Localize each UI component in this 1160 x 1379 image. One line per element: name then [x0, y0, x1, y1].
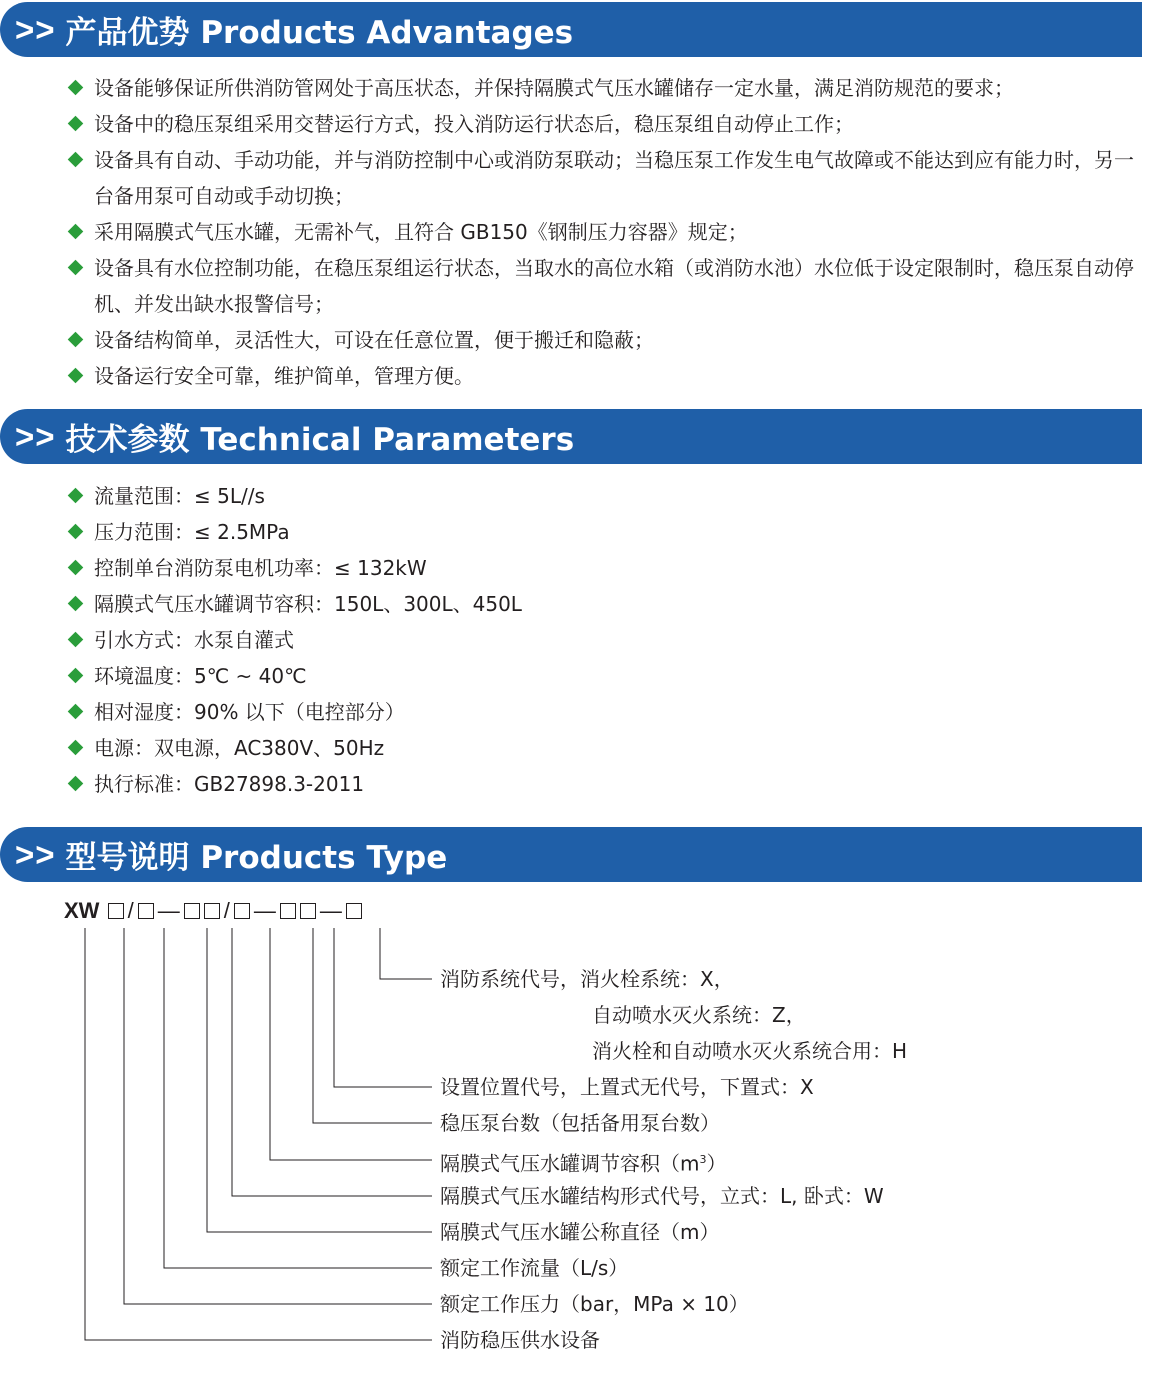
list-item: 设备结构简单，灵活性大，可设在任意位置，便于搬迁和隐蔽；: [64, 322, 1144, 358]
label-tank-structure: 隔膜式气压水罐结构形式代号，立式：L, 卧式：W: [440, 1184, 884, 1208]
list-item: 执行标准：GB27898.3-2011: [64, 766, 1144, 802]
list-item: 控制单台消防泵电机功率：≤ 132kW: [64, 550, 1144, 586]
chevron-double-icon: >>: [15, 835, 56, 873]
label-rated-flow: 额定工作流量（L/s）: [440, 1256, 629, 1280]
label-tank-volume: 隔膜式气压水罐调节容积$(m^3)$: [440, 1151, 727, 1176]
list-item: 设备运行安全可靠，维护简单，管理方便。: [64, 358, 1144, 394]
leader-line: [380, 928, 432, 979]
leader-line: [334, 928, 432, 1087]
label-equipment: 消防稳压供水设备: [440, 1328, 600, 1352]
label-tank-diameter: 隔膜式气压水罐公称直径（m）: [440, 1220, 720, 1244]
leader-line: [313, 928, 432, 1123]
list-item: 设备中的稳压泵组采用交替运行方式，投入消防运行状态后，稳压泵组自动停止工作；: [64, 106, 1144, 142]
label-system-code-h: 消火栓和自动喷水灭火系统合用：H: [592, 1039, 908, 1063]
leader-line: [232, 928, 432, 1196]
list-item: 设备具有水位控制功能，在稳压泵组运行状态，当取水的高位水箱（或消防水池）水位低于设定限制时，稳压泵自动停机、并发出缺水报警信号；: [64, 250, 1144, 322]
model-code: XW / — / — —: [64, 898, 364, 924]
list-item: 电源：双电源，AC380V、50Hz: [64, 730, 1144, 766]
list-item: 环境温度：5℃ ~ 40℃: [64, 658, 1144, 694]
label-pump-count: 稳压泵台数（包括备用泵台数）: [440, 1111, 720, 1135]
leader-line: [85, 928, 432, 1340]
section-title: 技术参数 Technical Parameters: [65, 422, 575, 458]
list-item: 隔膜式气压水罐调节容积：150L、300L、450L: [64, 586, 1144, 622]
chevron-double-icon: >>: [15, 417, 56, 455]
leader-line: [124, 928, 432, 1304]
label-position-code: 设置位置代号，上置式无代号，下置式：X: [440, 1075, 814, 1099]
model-code-prefix: XW: [64, 898, 100, 923]
leader-line: [270, 928, 432, 1160]
list-item: 设备能够保证所供消防管网处于高压状态，并保持隔膜式气压水罐储存一定水量，满足消防规范的要求；: [64, 70, 1144, 106]
leader-line: [207, 928, 432, 1232]
list-item: 采用隔膜式气压水罐，无需补气，且符合 GB150《钢制压力容器》规定；: [64, 214, 1144, 250]
list-item: 相对湿度：90% 以下（电控部分）: [64, 694, 1144, 730]
list-item: 流量范围：≤ 5L//s: [64, 478, 1144, 514]
list-item: 引水方式：水泵自灌式: [64, 622, 1144, 658]
label-rated-pressure: 额定工作压力（bar，MPa × 10）: [440, 1292, 749, 1316]
label-system-code-z: 自动喷水灭火系统：Z，: [592, 1003, 806, 1027]
list-item: 压力范围：≤ 2.5MPa: [64, 514, 1144, 550]
section-title: 型号说明 Products Type: [65, 840, 448, 876]
section-title: 产品优势 Products Advantages: [65, 15, 574, 51]
label-system-code: 消防系统代号，消火栓系统：X，: [440, 967, 734, 991]
chevron-double-icon: >>: [15, 10, 56, 48]
list-item: 设备具有自动、手动功能，并与消防控制中心或消防泵联动；当稳压泵工作发生电气故障或不能达到应有能力时，另一台备用泵可自动或手动切换；: [64, 142, 1144, 214]
